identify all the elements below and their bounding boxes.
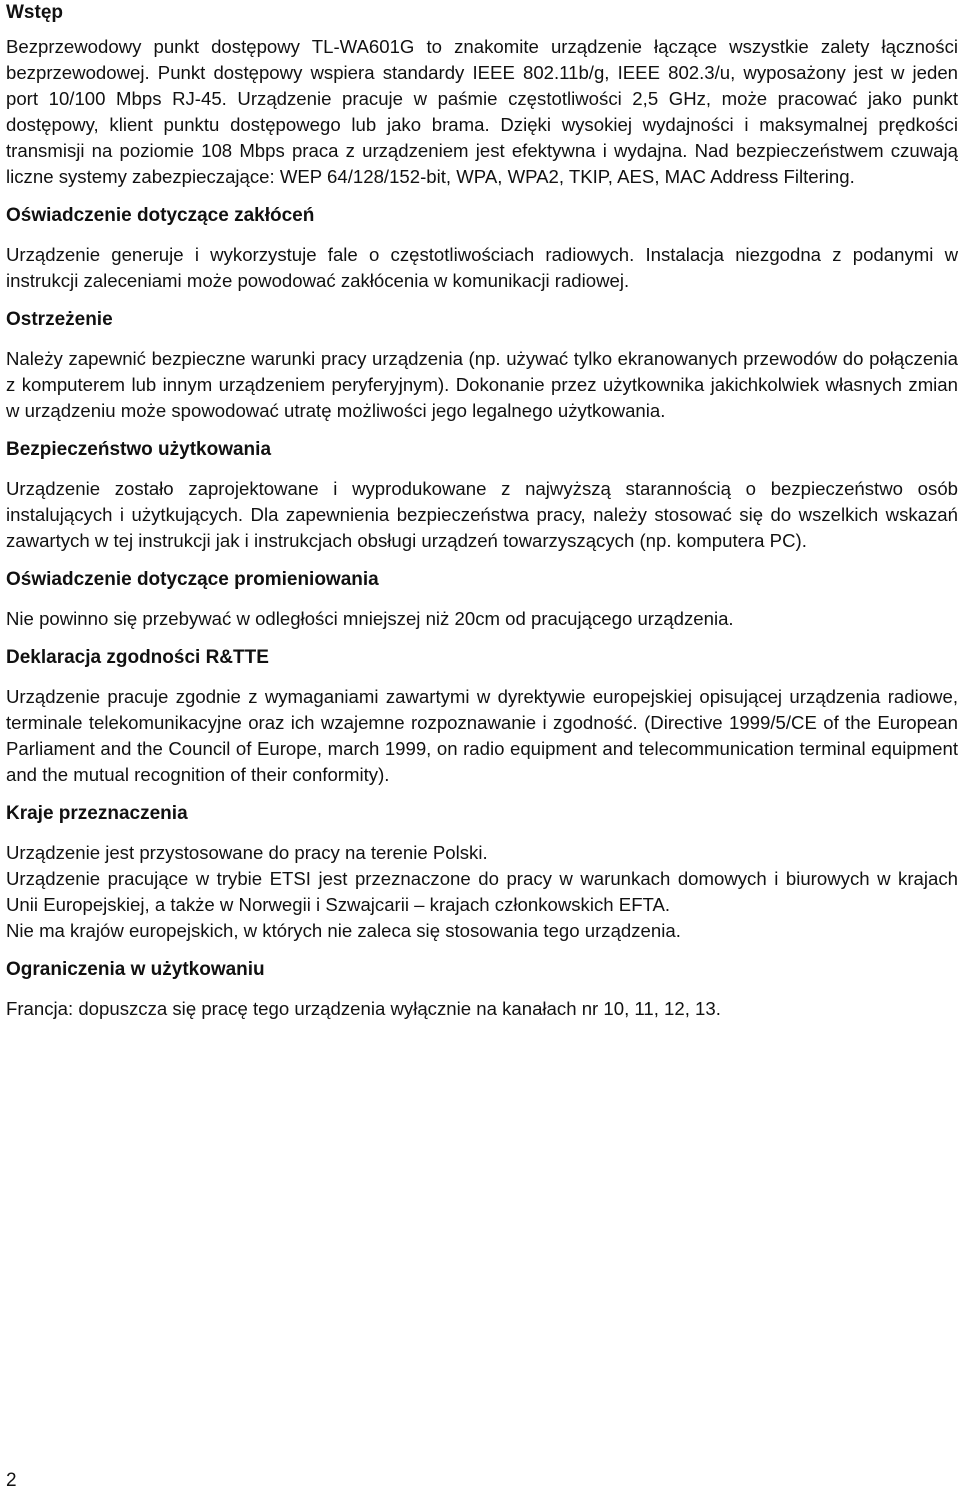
paragraph-ostrzezenie: Należy zapewnić bezpieczne warunki pracy urządzenia (np. używać tylko ekranowanych przewodów do połączenia z komputerem lub innym urządzeniem peryferyjnym). Dokonanie przez użytkownika jakichkolwiek własnych zmian w urządzeniu może spowodować utratę możliwości jego legalnego użytkowania. [6,348,958,421]
paragraph-promieniowanie: Nie powinno się przebywać w odległości mniejszej niż 20cm od pracującego urządzenia. [6,608,734,629]
paragraph-kraje-3: Nie ma krajów europejskich, w których nie zaleca się stosowania tego urządzenia. [6,920,681,941]
section-title-zaklocenia: Oświadczenie dotyczące zakłóceń [6,205,315,226]
paragraph-kraje-2: Urządzenie pracujące w trybie ETSI jest przeznaczone do pracy w warunkach domowych i biurowych w krajach Unii Europejskiej, a także w Norwegii i Szwajcarii – krajach członkowskich EFTA. [6,868,958,915]
document-page [6,0,958,1022]
paragraph-wstep: Bezprzewodowy punkt dostępowy TL-WA601G to znakomite urządzenie łączące wszystkie zalety łączności bezprzewodowej. Punkt dostępowy wspiera standardy IEEE 802.11b/g, IEEE 802.3/u, wyposażony jest w jeden port 10/100 Mbps RJ-45. Urządzenie pracuje w paśmie częstotliwości 2,5 GHz, może pracować jako punkt dostępowy, klient punktu dostępowego lub jako brama. Dzięki wysokiej wydajności i maksymalnej prędkości transmisji na poziomie 108 Mbps praca z urządzeniem jest efektywna i wydajna. Nad bezpieczeństwem czuwają liczne systemy zabezpieczające: WEP 64/128/152-bit, WPA, WPA2, TKIP, AES, MAC Address Filtering. [6,36,958,187]
section-title-promieniowanie: Oświadczenie dotyczące promieniowania [6,569,379,590]
paragraph-kraje-1: Urządzenie jest przystosowane do pracy na terenie Polski. [6,842,488,863]
paragraph-bezpieczenstwo: Urządzenie zostało zaprojektowane i wyprodukowane z najwyższą starannością o bezpieczeństwo osób instalujących i użytkujących. Dla zapewnienia bezpieczeństwa pracy, należy stosować się do wszelkich wskazań zawartych w tej instrukcji jak i instrukcjach obsługi urządzeń towarzyszących (np. komputera PC). [6,478,958,551]
section-title-ostrzezenie: Ostrzeżenie [6,309,113,330]
section-title-bezpieczenstwo: Bezpieczeństwo użytkowania [6,439,272,460]
section-title-deklaracja: Deklaracja zgodności R&TTE [6,647,269,668]
page-number: 2 [6,1470,17,1491]
paragraph-ograniczenia: Francja: dopuszcza się pracę tego urządzenia wyłącznie na kanałach nr 10, 11, 12, 13. [6,998,721,1019]
paragraph-deklaracja: Urządzenie pracuje zgodnie z wymaganiami zawartymi w dyrektywie europejskiej opisującej urządzenia radiowe, terminale telekomunikacyjne oraz ich wzajemne rozpoznawanie i zgodność. (Directive 1999/5/CE of the European Parliament and the Council of Europe, march 1999, on radio equipment and telecommunication terminal equipment and the mutual recognition of their conformity). [6,686,958,785]
section-title-ograniczenia: Ograniczenia w użytkowaniu [6,959,265,980]
section-title-kraje: Kraje przeznaczenia [6,803,188,824]
paragraph-zaklocenia: Urządzenie generuje i wykorzystuje fale o częstotliwościach radiowych. Instalacja niezgodna z podanymi w instrukcji zaleceniami może powodować zakłócenia w komunikacji radiowej. [6,244,958,291]
section-title-wstep: Wstęp [6,2,63,23]
